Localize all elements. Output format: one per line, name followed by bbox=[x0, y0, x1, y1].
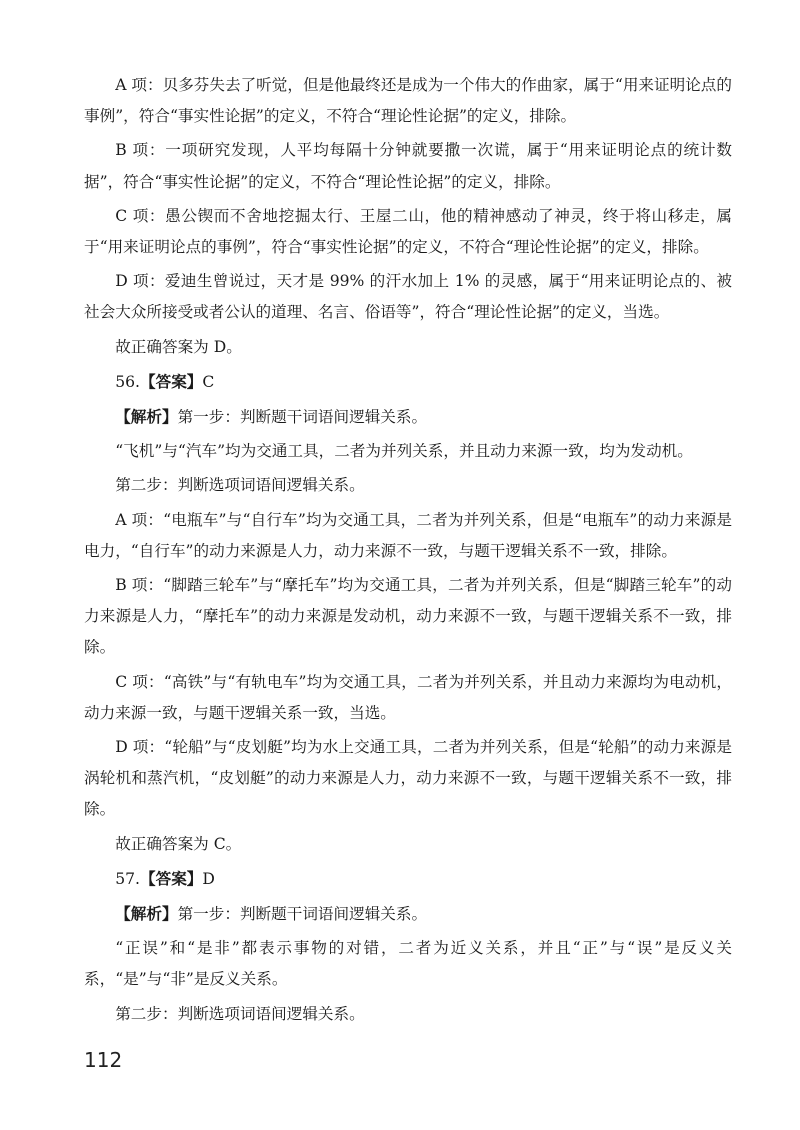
answer-label: 【答案】 bbox=[140, 371, 203, 391]
analysis-text: 第一步：判断题干词语间逻辑关系。 bbox=[177, 408, 428, 427]
analysis-label: 【解析】 bbox=[115, 904, 178, 924]
paragraph-step2: 第二步：判断选项词语间逻辑关系。 bbox=[115, 1004, 365, 1023]
page-content bbox=[84, 70, 732, 1033]
paragraph-option-b: B 项：一项研究发现，人平均每隔十分钟就要撒一次谎，属于“用来证明论点的统计数据”，符合“事实性论据”的定义，不符合“理论性论据”的定义，排除。 bbox=[84, 141, 732, 191]
paragraph-option-d: D 项：爱迪生曾说过，天才是 99% 的汗水加上 1% 的灵感，属于“用来证明论点的、被社会大众所接受或者公认的道理、名言、俗语等”，符合“理论性论据”的定义，当选。 bbox=[84, 272, 732, 322]
paragraph-option-c: C 项：“高铁”与“有轨电车”均为交通工具，二者为并列关系，并且动力来源均为电动机，动力来源一致，与题干逻辑关系一致，当选。 bbox=[84, 672, 732, 722]
analysis-57-step1 bbox=[84, 898, 732, 930]
paragraph-conclusion: 故正确答案为 D。 bbox=[115, 337, 242, 356]
paragraph-conclusion: 故正确答案为 C。 bbox=[115, 834, 242, 853]
answer-label: 【答案】 bbox=[140, 868, 203, 888]
paragraph-option-b: B 项：“脚踏三轮车”与“摩托车”均为交通工具，二者为并列关系，但是“脚踏三轮车”的动力来源是人力，“摩托车”的动力来源是发动机，动力来源不一致，与题干逻辑关系不一致，排除。 bbox=[84, 576, 732, 657]
answer-value: D bbox=[202, 869, 215, 888]
paragraph-option-d: D 项：“轮船”与“皮划艇”均为水上交通工具，二者为并列关系，但是“轮船”的动力来源是涡轮机和蒸汽机，“皮划艇”的动力来源是人力，动力来源不一致，与题干逻辑关系不一致，排除。 bbox=[84, 738, 732, 819]
answer-56-heading bbox=[84, 366, 732, 398]
paragraph-step2: 第二步：判断选项词语间逻辑关系。 bbox=[115, 476, 365, 495]
answer-57-heading bbox=[84, 863, 732, 895]
question-number: 56. bbox=[115, 372, 140, 391]
paragraph-premise: “飞机”与“汽车”均为交通工具，二者为并列关系，并且动力来源一致，均为发动机。 bbox=[115, 442, 693, 461]
question-number: 57. bbox=[115, 869, 140, 888]
paragraph-premise: “正误”和“是非”都表示事物的对错，二者为近义关系，并且“正”与“误”是反义关系，“是”与“非”是反义关系。 bbox=[84, 939, 732, 989]
analysis-text: 第一步：判断题干词语间逻辑关系。 bbox=[177, 905, 428, 924]
analysis-56-step1 bbox=[84, 401, 732, 433]
paragraph-option-c: C 项：愚公锲而不舍地挖掘太行、王屋二山，他的精神感动了神灵，终于将山移走，属于“用来证明论点的事例”，符合“事实性论据”的定义，不符合“理论性论据”的定义，排除。 bbox=[84, 206, 732, 257]
page-number: 112 bbox=[84, 1048, 123, 1072]
analysis-label: 【解析】 bbox=[115, 407, 178, 427]
paragraph-option-a: A 项：贝多芬失去了听觉，但是他最终还是成为一个伟大的作曲家，属于“用来证明论点的事例”，符合“事实性论据”的定义，不符合“理论性论据”的定义，排除。 bbox=[84, 76, 732, 126]
answer-value: C bbox=[202, 372, 215, 391]
paragraph-option-a: A 项：“电瓶车”与“自行车”均为交通工具，二者为并列关系，但是“电瓶车”的动力来源是电力，“自行车”的动力来源是人力，动力来源不一致，与题干逻辑关系不一致，排除。 bbox=[84, 510, 732, 560]
